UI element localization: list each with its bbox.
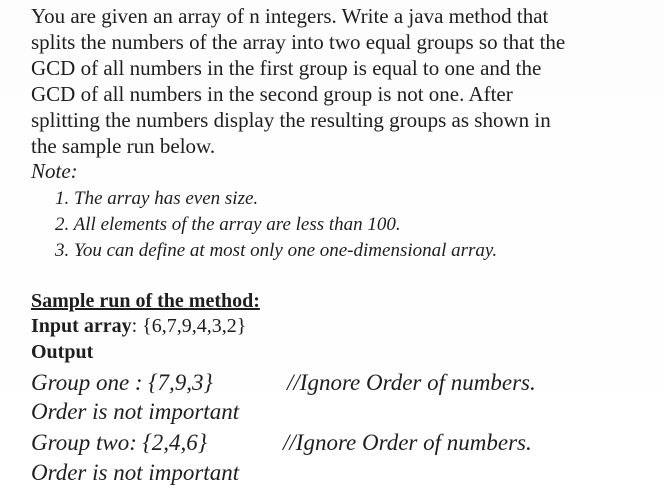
problem-statement [31, 3, 661, 159]
group-two-line: Group two: {2,4,6} [31, 430, 207, 455]
output-label: Output [31, 341, 94, 363]
group-two-comment: //Ignore Order of numbers. [283, 430, 532, 455]
sample-run-heading: Sample run of the method: [31, 290, 260, 312]
input-array-label: Input array [31, 315, 132, 337]
group-one-comment: //Ignore Order of numbers. [287, 370, 536, 395]
note-item: 3. You can define at most only one one-dimensional array. [55, 240, 498, 261]
note-label: Note: [31, 159, 78, 183]
order-note-one: Order is not important [31, 399, 240, 424]
input-array-line [31, 315, 246, 337]
note-item: 1. The array has even size. [55, 188, 259, 209]
order-note-two: Order is not important [31, 460, 240, 485]
problem-line: You are given an array of n integers. Write a java method that [31, 4, 549, 28]
problem-line: splitting the numbers display the resulting groups as shown in [31, 108, 551, 132]
input-array-value: : {6,7,9,4,3,2} [131, 315, 247, 337]
note-item: 2. All elements of the array are less than 100. [55, 214, 401, 235]
group-one-line: Group one : {7,9,3} [31, 370, 213, 395]
problem-line: the sample run below. [31, 134, 216, 158]
problem-line: GCD of all numbers in the first group is equal to one and the [31, 56, 542, 80]
problem-line: GCD of all numbers in the second group is not one. After [31, 82, 513, 106]
problem-line: splits the numbers of the array into two equal groups so that the [31, 30, 566, 54]
note-list [55, 186, 497, 264]
